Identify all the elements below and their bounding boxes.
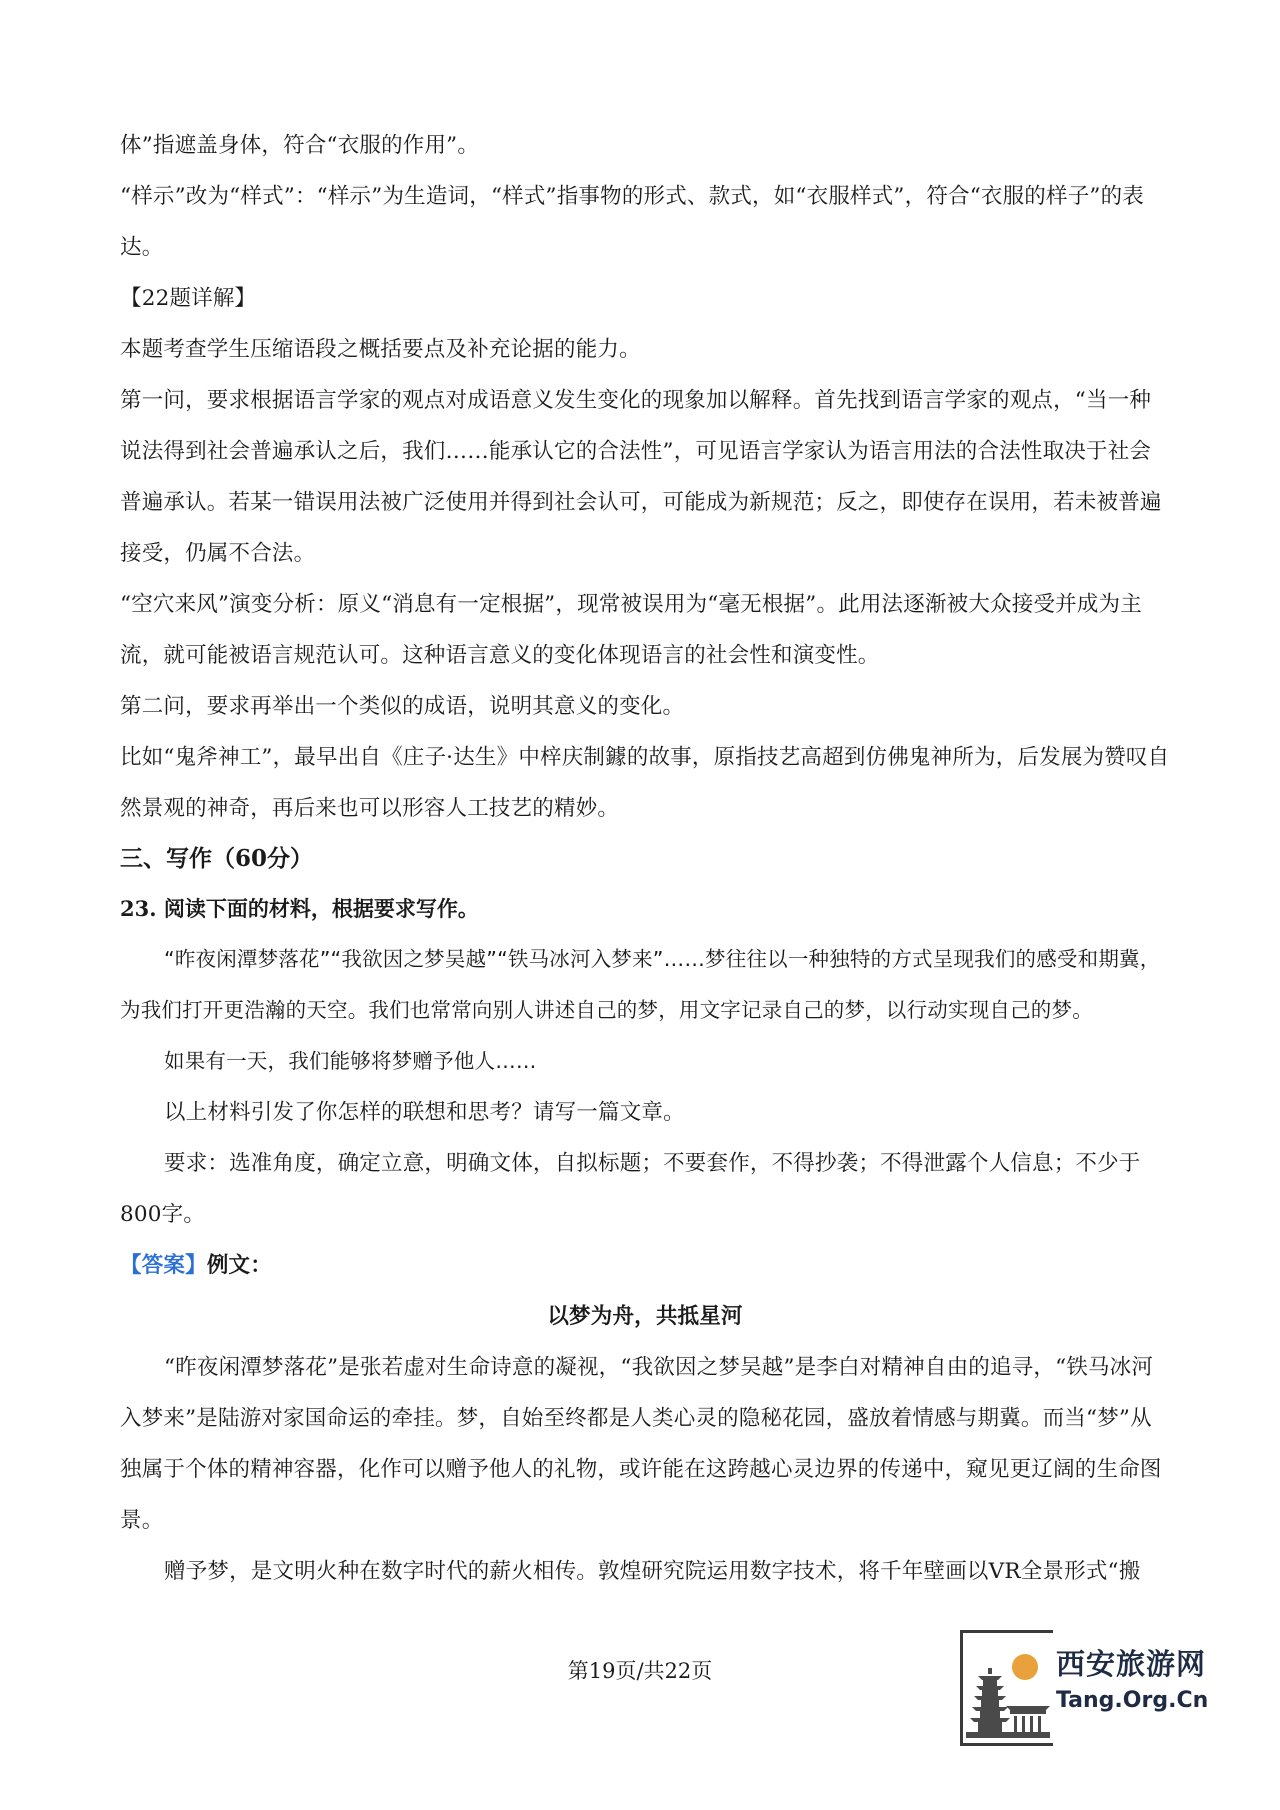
pagoda-icon	[964, 1666, 1050, 1740]
text-paragraph: 本题考查学生压缩语段之概括要点及补充论据的能力。	[120, 337, 641, 362]
essay-title: 以梦为舟，共抵星河	[547, 1304, 743, 1329]
question-material: “昨夜闲潭梦落花”“我欲因之梦吴越”“铁马冰河入梦来”……梦往往以一种独特的方式呈现我们的感受和期冀，为我们打开更浩瀚的天空。我们也常常向别人讲述自己的梦，用文字记录自己的梦，以行动实现自己的梦。	[120, 947, 1161, 1022]
question-material-2: 如果有一天，我们能够将梦赠予他人……	[164, 1049, 537, 1073]
subsection-heading: 【22题详解】	[120, 286, 257, 311]
answer-tag: 【答案】	[120, 1253, 207, 1278]
page-number: 第19页/共22页	[567, 1659, 713, 1683]
watermark-logo	[960, 1630, 1210, 1742]
essay-paragraph: “昨夜闲潭梦落花”是张若虚对生命诗意的凝视，“我欲因之梦吴越”是李白对精神自由的追寻，“铁马冰河入梦来”是陆游对家国命运的牵挂。梦，自始至终都是人类心灵的隐秘花园，盛放着情感与期冀。而当“梦”从独属于个体的精神容器，化作可以赠予他人的礼物，或许能在这跨越心灵边界的传递中，窥见更辽阔的生命图景。	[120, 1355, 1162, 1533]
text-paragraph: 第二问，要求再举出一个类似的成语，说明其意义的变化。	[120, 694, 685, 719]
text-line: 体”指遮盖身体，符合“衣服的作用”。	[120, 133, 480, 158]
question-prompt: 以上材料引发了你怎样的联想和思考？请写一篇文章。	[164, 1100, 685, 1125]
question-title: 23. 阅读下面的材料，根据要求写作。	[120, 896, 479, 921]
text-paragraph: 第一问，要求根据语言学家的观点对成语意义发生变化的现象加以解释。首先找到语言学家的观点，“当一种说法得到社会普遍承认之后，我们……能承认它的合法性”，可见语言学家认为语言用法的合法性取决于社会普遍承认。若某一错误用法被广泛使用并得到社会认可，可能成为新规范；反之，即使存在误用，若未被普遍接受，仍属不合法。	[120, 388, 1162, 566]
section-heading: 三、写作（60分）	[120, 845, 314, 872]
answer-line	[120, 1240, 1170, 1291]
question-requirements: 要求：选准角度，确定立意，明确文体，自拟标题；不要套作，不得抄袭；不得泄露个人信息；不少于800字。	[120, 1151, 1141, 1227]
logo-url: Tang.Org.Cn	[1056, 1688, 1209, 1713]
essay-paragraph: 赠予梦，是文明火种在数字时代的薪火相传。敦煌研究院运用数字技术，将千年壁画以VR全景形式“搬	[164, 1559, 1141, 1584]
document-page	[120, 120, 1170, 1597]
answer-label: 例文：	[206, 1253, 272, 1278]
logo-title: 西安旅游网	[1056, 1647, 1207, 1681]
text-paragraph: 比如“鬼斧神工”，最早出自《庄子·达生》中梓庆制鐻的故事，原指技艺高超到仿佛鬼神所为，后发展为赞叹自然景观的神奇，再后来也可以形容人工技艺的精妙。	[120, 745, 1170, 821]
text-paragraph: “样示”改为“样式”：“样示”为生造词，“样式”指事物的形式、款式，如“衣服样式”，符合“衣服的样子”的表达。	[120, 184, 1145, 260]
text-paragraph: “空穴来风”演变分析：原义“消息有一定根据”，现常被误用为“毫无根据”。此用法逐渐被大众接受并成为主流，就可能被语言规范认可。这种语言意义的变化体现语言的社会性和演变性。	[120, 592, 1142, 668]
